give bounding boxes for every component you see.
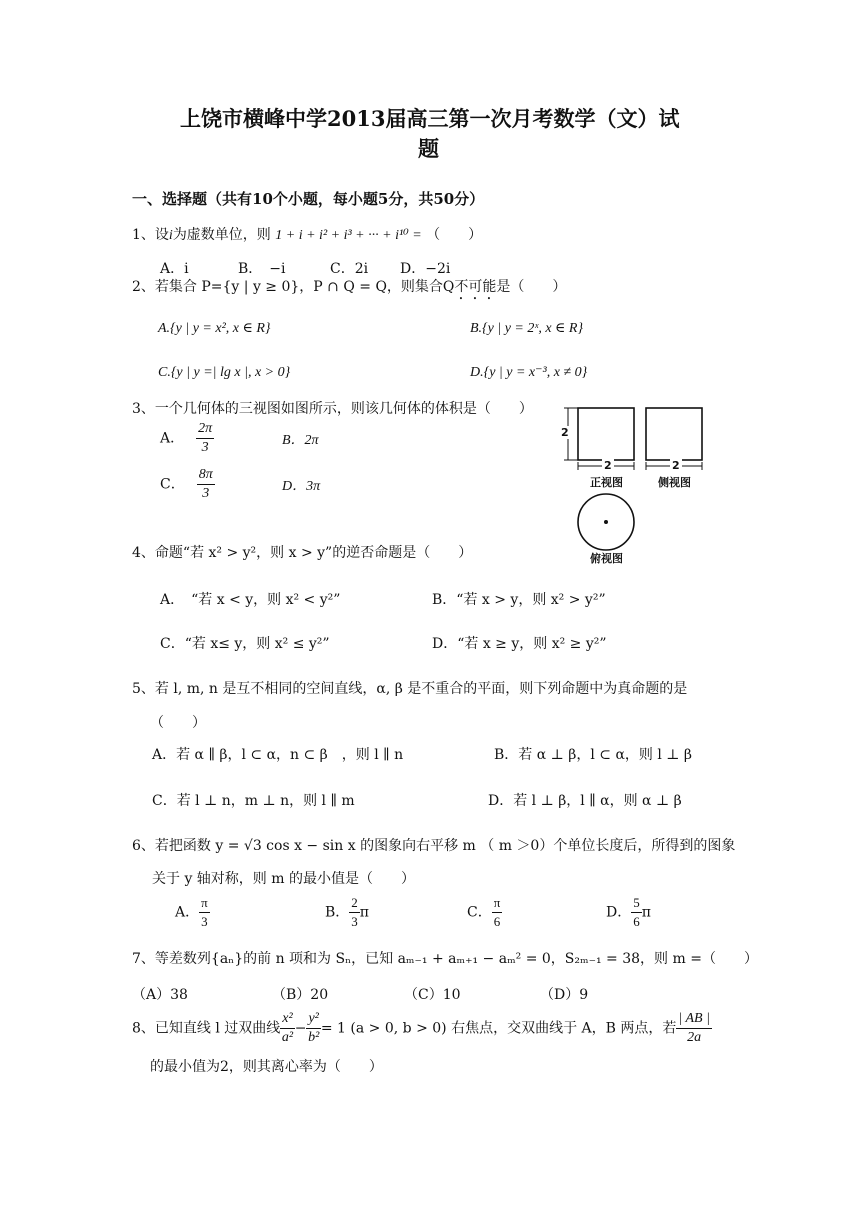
q5-option-d: D．若 l ⊥ β，l ∥ α，则 α ⊥ β	[488, 793, 682, 809]
q6-option-d	[606, 894, 651, 931]
top-view-label: 俯视图	[590, 552, 623, 565]
q1-option-b: B． −i	[238, 261, 286, 277]
q8-prefix: 8、已知直线 l 过双曲线	[132, 1020, 281, 1037]
q3-option-c	[160, 466, 215, 503]
q6-optD-num: 5	[631, 894, 642, 913]
question-7-stem: 7、等差数列{aₙ}的前 n 项和为 Sₙ，已知 aₘ₋₁ + aₘ₊₁ − aₘ² = 0，S₂ₘ₋₁ = 38，则 m =（ ）	[132, 951, 758, 967]
q5-option-c: C．若 l ⊥ n，m ⊥ n，则 l ∥ m	[152, 793, 355, 809]
q3-optC-fraction	[197, 466, 215, 503]
q2-option-b: B.{y | y = 2ˣ, x ∈ R}	[470, 321, 584, 336]
dim-width-label-1: 2	[604, 459, 612, 472]
q1-paren: （ ）	[426, 227, 483, 243]
q2-stem-text: 2、若集合 P={y | y ≥ 0}，P ∩ Q = Q，则集合Q	[132, 279, 455, 295]
page-title-continued: 题	[418, 136, 439, 161]
q8-frac-ab-den: 2a	[687, 1030, 702, 1045]
q3-optA-label: A．	[160, 430, 185, 447]
q5-paren: （ ）	[150, 715, 206, 731]
q8-frac-x-num: x²	[280, 1010, 294, 1029]
q6-optA-label: A．	[175, 904, 200, 921]
front-view-label: 正视图	[590, 476, 623, 489]
q6-option-a	[175, 894, 210, 931]
page-title: 上饶市横峰中学2013届高三第一次月考数学（文）试	[180, 106, 680, 131]
question-6-stem: 6、若把函数 y = √3 cos x − sin x 的图象向右平移 m （ m ＞0）个单位长度后，所得到的图象	[132, 838, 736, 854]
q8-frac-y-den: b²	[308, 1030, 320, 1045]
question-4-stem: 4、命题“若 x² > y²，则 x > y”的逆否命题是（ ）	[132, 545, 473, 561]
q6-optB-fraction	[349, 894, 360, 931]
q2-tail: 是（ ）	[496, 279, 567, 295]
q8-frac-y	[306, 1010, 320, 1047]
q1-var-i: i	[168, 228, 173, 243]
dim-height-label: 2	[561, 426, 569, 439]
q4-option-d: D．“若 x ≥ y，则 x² ≥ y²”	[432, 636, 607, 652]
q3-optA-num: 2π	[196, 420, 214, 439]
q6-option-c	[467, 894, 502, 931]
q2-option-a: A.{y | y = x², x ∈ R}	[158, 321, 271, 336]
q6-optD-den: 6	[633, 914, 640, 929]
q4-option-b: B．“若 x > y，则 x² > y²”	[432, 592, 606, 608]
q2-emphasis: 不可能	[454, 279, 497, 295]
q4-option-c: C．“若 x≤ y，则 x² ≤ y²”	[160, 636, 330, 652]
q1-option-c: C．2i	[330, 261, 369, 277]
q4-option-a: A． “若 x < y，则 x² < y²”	[160, 592, 341, 608]
question-5-stem: 5、若 l, m, n 是互不相同的空间直线，α, β 是不重合的平面，则下列命题中为真命题的是	[132, 681, 688, 697]
q7-option-a: （A）38	[132, 987, 188, 1003]
q6-option-b	[325, 894, 369, 931]
q7-option-b: （B）20	[272, 987, 329, 1003]
q8-mid: = 1 (a > 0, b > 0) 右焦点，交双曲线于 A，B 两点，若	[320, 1020, 677, 1037]
q8-frac-x-den: a²	[281, 1030, 294, 1045]
q6-optC-den: 6	[493, 914, 501, 929]
q5-option-a: A．若 α ∥ β，l ⊂ α，n ⊂ β ，则 l ∥ n	[152, 747, 404, 763]
q3-option-a	[160, 420, 214, 457]
question-8-stem	[132, 1010, 712, 1047]
front-view-square	[578, 408, 634, 460]
q8-minus: −	[294, 1020, 307, 1037]
top-view-center-dot	[604, 520, 608, 524]
q6-optC-num: π	[492, 894, 503, 913]
q3-option-d: D．3π	[282, 479, 321, 494]
question-1-stem	[132, 226, 482, 245]
q5-option-b: B．若 α ⊥ β，l ⊂ α，则 l ⊥ β	[494, 747, 693, 763]
q6-optA-den: 3	[201, 914, 208, 929]
section-heading: 一、选择题（共有10个小题，每小题5分，共50分）	[132, 190, 485, 208]
q6-optC-fraction	[492, 894, 503, 931]
question-3-stem: 3、一个几何体的三视图如图所示，则该几何体的体积是（ ）	[132, 401, 533, 417]
q3-optA-den: 3	[201, 440, 209, 455]
q1-prefix: 1、设	[132, 227, 169, 243]
q8-frac-ab	[676, 1010, 712, 1047]
q1-mid: 为虚数单位，则	[172, 227, 271, 243]
q6-optA-fraction	[199, 894, 210, 931]
q3-optC-num: 8π	[197, 466, 215, 485]
q3-optA-fraction	[196, 420, 214, 457]
q2-option-d: D.{y | y = x⁻³, x ≠ 0}	[470, 365, 588, 380]
question-6-stem-line2: 关于 y 轴对称，则 m 的最小值是（ ）	[152, 871, 415, 887]
q7-option-c: （C）10	[404, 987, 461, 1003]
q8-frac-ab-num: | AB |	[676, 1010, 712, 1029]
q6-optB-tail: π	[359, 904, 369, 921]
dim-width-label-2: 2	[672, 459, 680, 472]
q2-option-c: C.{y | y =| lg x |, x > 0}	[158, 365, 291, 380]
q1-option-d: D．−2i	[400, 261, 451, 277]
question-8-stem-line2: 的最小值为2，则其离心率为（ ）	[150, 1059, 383, 1075]
side-view-label: 侧视图	[658, 476, 691, 489]
q6-optD-fraction	[631, 894, 642, 931]
q6-optC-label: C．	[467, 904, 492, 921]
q6-optD-label: D．	[606, 904, 632, 921]
question-2-stem	[132, 278, 566, 303]
q6-optA-num: π	[199, 894, 210, 913]
q7-option-d: （D）9	[540, 987, 589, 1003]
q8-frac-y-num: y²	[306, 1010, 320, 1029]
q1-expression: 1 + i + i² + i³ + ··· + i¹⁰ =	[275, 228, 422, 243]
q6-optD-tail: π	[641, 904, 651, 921]
q6-optB-den: 3	[351, 914, 358, 929]
q8-frac-x	[280, 1010, 294, 1047]
q3-optC-label: C．	[160, 476, 185, 493]
side-view-square	[646, 408, 702, 460]
q1-option-a: A．i	[160, 261, 189, 277]
q3-optC-den: 3	[202, 486, 210, 501]
q6-optB-label: B．	[325, 904, 350, 921]
q3-option-b: B．2π	[282, 433, 319, 448]
q6-optB-num: 2	[349, 894, 360, 913]
